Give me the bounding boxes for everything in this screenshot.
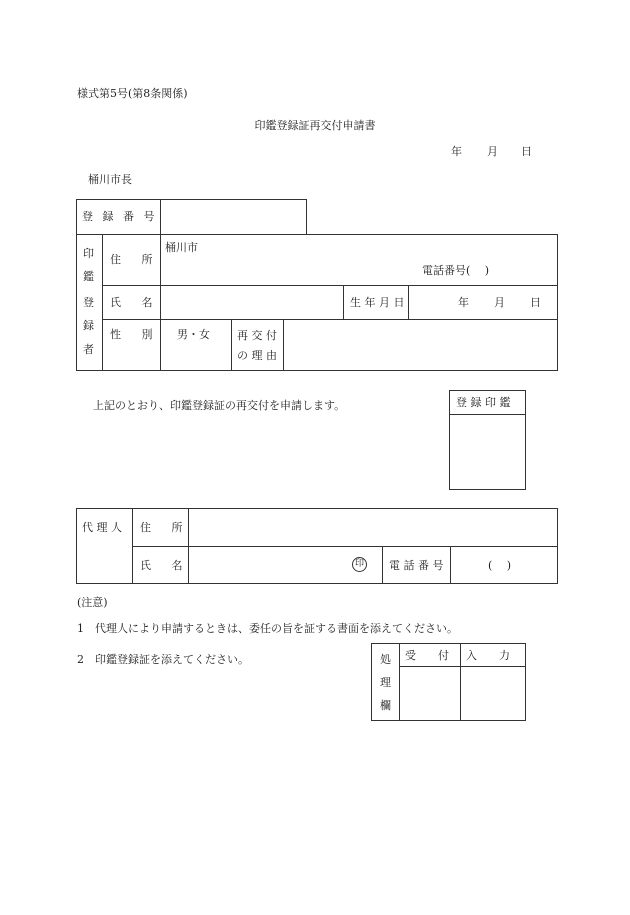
divider	[283, 319, 284, 371]
form-number: 様式第5号(第8条関係)	[77, 87, 188, 100]
side-label-char: 登	[83, 296, 94, 309]
divider	[102, 319, 558, 320]
divider	[132, 546, 558, 547]
registered-seal-area[interactable]	[451, 416, 524, 488]
divider	[399, 643, 400, 721]
received-label: 受 付	[405, 649, 449, 662]
divider	[399, 666, 526, 667]
input-label: 入 力	[466, 649, 510, 662]
birth-month-label: 月	[494, 296, 505, 309]
sex-label: 性 別	[110, 328, 155, 341]
reason-field[interactable]	[285, 321, 556, 369]
name-label: 氏 名	[110, 296, 155, 309]
address-field[interactable]	[215, 237, 555, 283]
divider	[408, 285, 409, 319]
registered-seal-label: 登 録 印 鑑	[456, 396, 511, 409]
divider	[460, 643, 461, 721]
birth-date-field[interactable]	[410, 287, 556, 317]
processing-side-char: 欄	[380, 699, 391, 712]
agent-address-field[interactable]	[190, 510, 556, 544]
side-label-char: 録	[83, 319, 94, 332]
phone-label: 電話番号( )	[422, 264, 490, 277]
divider	[343, 285, 344, 319]
reason-label-line1: 再 交 付	[237, 329, 277, 342]
date-day-label: 日	[521, 145, 532, 158]
name-field[interactable]	[162, 287, 341, 317]
address-label: 住 所	[110, 253, 155, 266]
agent-name-label: 氏 名	[140, 559, 185, 572]
reason-label-line2: の 理 由	[237, 349, 277, 362]
divider	[160, 199, 161, 235]
registration-number-field[interactable]	[162, 201, 305, 233]
divider	[450, 546, 451, 584]
birth-day-label: 日	[530, 296, 541, 309]
notes-heading: (注意)	[77, 596, 108, 609]
agent-address-label: 住 所	[140, 521, 185, 534]
processing-side-char: 処	[380, 653, 391, 666]
birth-date-label: 生 年 月 日	[350, 296, 405, 309]
divider	[102, 234, 103, 371]
address-prefix: 桶川市	[165, 241, 198, 254]
date-month-label: 月	[487, 145, 498, 158]
agent-phone-label: 電 話 番 号	[389, 559, 444, 572]
side-label-char: 印	[83, 247, 94, 260]
seal-mark-icon: 印	[352, 557, 367, 572]
divider	[102, 285, 558, 286]
divider	[382, 546, 383, 584]
sex-value[interactable]: 男・女	[177, 328, 210, 341]
divider	[231, 319, 232, 371]
statement: 上記のとおり、印鑑登録証の再交付を申請します。	[93, 399, 346, 412]
note-2: 2 印鑑登録証を添えてください。	[77, 653, 249, 666]
registration-number-label: 登 録 番 号	[82, 210, 158, 223]
received-stamp-area[interactable]	[401, 668, 458, 719]
agent-label: 代 理 人	[82, 521, 122, 534]
input-stamp-area[interactable]	[462, 668, 524, 719]
divider	[449, 414, 526, 415]
divider	[160, 234, 161, 371]
side-label-char: 鑑	[83, 270, 94, 283]
side-label-char: 者	[83, 343, 94, 356]
birth-year-label: 年	[458, 296, 469, 309]
processing-side-char: 理	[380, 676, 391, 689]
date-year-label: 年	[451, 145, 462, 158]
document-title: 印鑑登録証再交付申請書	[254, 119, 376, 132]
agent-phone-value[interactable]: ( )	[488, 559, 512, 572]
note-1: 1 代理人により申請するときは、委任の旨を証する書面を添えてください。	[77, 622, 458, 635]
addressee: 桶川市長	[88, 173, 132, 186]
